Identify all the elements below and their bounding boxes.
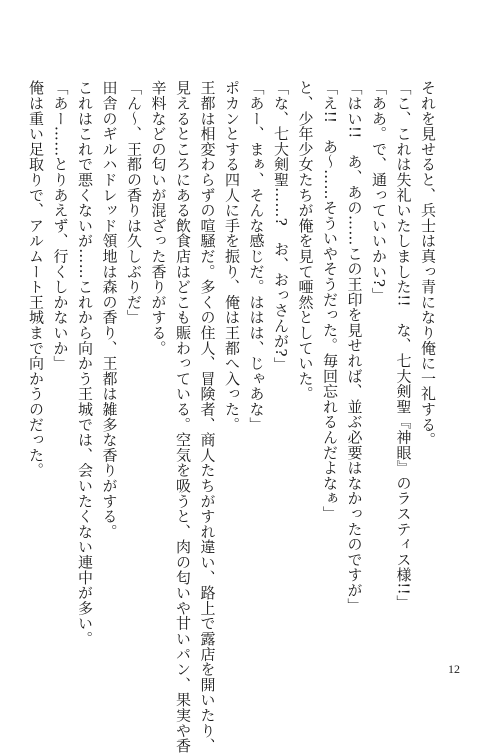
vertical-text-body: [27, 80, 440, 753]
text-line: 「あー、まぁ、そんな感じだ。ははは、じゃあな」: [247, 80, 266, 432]
text-line: 「はい!! あ、あの……この王印を見せれば、並ぶ必要はなかったのですが」: [345, 80, 364, 613]
page-number: 12: [448, 662, 460, 676]
text-line: と、少年少女たちが俺を見て唖然としていた。: [296, 80, 315, 402]
text-line: 見えるところにある飲食店はどこも賑わっている。空気を吸うと、肉の匂いや甘いパン、果実や香: [174, 80, 192, 753]
text-line: 「え!! あ～……そういやそうだった。毎回忘れるんだよなぁ」: [321, 80, 339, 522]
text-line: 「あー……とりあえず、行くしかないか」: [51, 80, 70, 371]
text-line: 俺は重い足取りで、アルムート王城まで向かうのだった。: [27, 80, 45, 478]
text-line: ポカンとする四人に手を振り、俺は王都へ入った。: [223, 80, 241, 432]
text-line: 辛料などの匂いが混ざった香りがする。: [149, 80, 168, 356]
text-line: 田舎のギルハドレッド領地は森の香り、王都は雑多な香りがする。: [100, 80, 119, 539]
text-line: 「ああ。で、通っていいかい?」: [370, 80, 388, 303]
text-line: これはこれで悪くないが……これから向かう王城では、会いたくない連中が多い。: [76, 80, 94, 647]
text-line: 「ん～、王都の香りは久しぶりだ」: [125, 80, 143, 325]
text-line: 王都は相変わらずの喧騒だ。多くの住人、冒険者、商人たちがすれ違い、路上で露店を開いたり、: [198, 80, 217, 753]
text-line: それを見せると、兵士は真っ青になり俺に一礼する。: [419, 80, 437, 448]
text-line: 「な、七大剣聖……? お、おっさんが?」: [272, 80, 290, 373]
text-line: 「こ、これは失礼いたしました!! な、七大剣聖『神眼』のラスティス様!!」: [394, 80, 413, 611]
